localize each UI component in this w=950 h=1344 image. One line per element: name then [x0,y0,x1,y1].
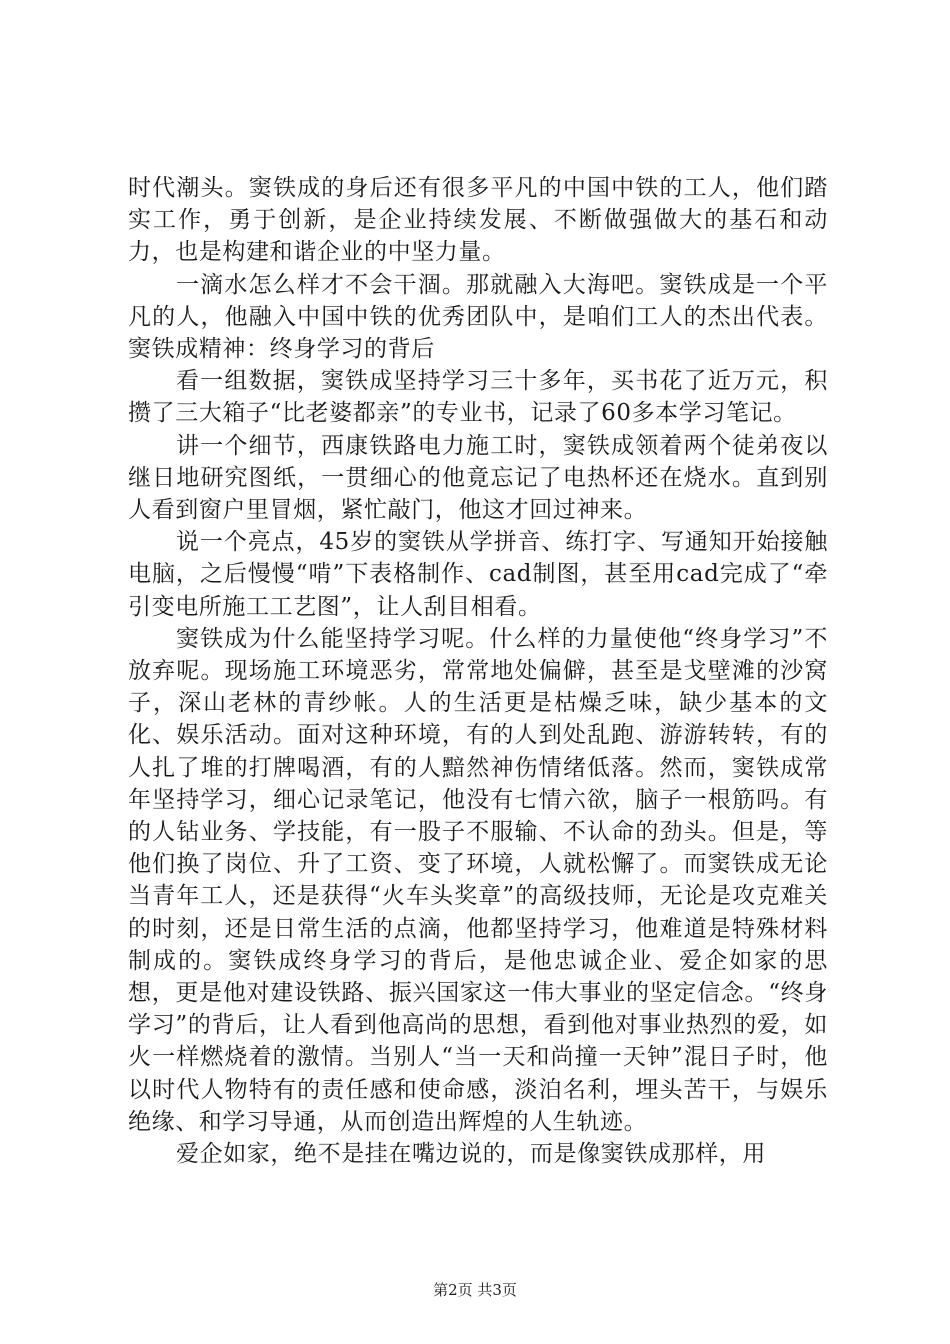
document-body [128,172,828,1170]
paragraph: 时代潮头。窦铁成的身后还有很多平凡的中国中铁的工人，他们踏实工作，勇于创新，是企业持续发展、不断做强做大的基石和动力，也是构建和谐企业的中坚力量。 [128,175,828,266]
paragraph: 窦铁成为什么能坚持学习呢。什么样的力量使他“终身学习”不放弃呢。现场施工环境恶劣，常常地处偏僻，甚至是戈壁滩的沙窝子，深山老林的青纱帐。人的生活更是枯燥乏味，缺少基本的文化、娱乐活动。面对这种环境，有的人到处乱跑、游游转转，有的人扎了堆的打牌喝酒，有的人黯然神伤情绪低落。然而，窦铁成常年坚持学习，细心记录笔记，他没有七情六欲，脑子一根筋吗。有的人钻业务、学技能，有一股子不服输、不认命的劲头。但是，等他们换了岗位、升了工资、变了环境，人就松懈了。而窦铁成无论当青年工人，还是获得“火车头奖章”的高级技师，无论是攻克难关的时刻，还是日常生活的点滴，他都坚持学习，他难道是特殊材料制成的。窦铁成终身学习的背后，是他忠诚企业、爱企如家的思想，更是他对建设铁路、振兴国家这一伟大事业的坚定信念。“终身学习”的背后，让人看到他高尚的思想，看到他对事业热烈的爱，如火一样燃烧着的激情。当别人“当一天和尚撞一天钟”混日子时，他以时代人物特有的责任感和使命感，淡泊名利，埋头苦干，与娱乐绝缘、和学习导通，从而创造出辉煌的人生轨迹。 [128,625,828,1135]
paragraph: 一滴水怎么样才不会干涸。那就融入大海吧。窦铁成是一个平凡的人，他融入中国中铁的优秀团队中，是咱们工人的杰出代表。窦铁成精神：终身学习的背后 [128,271,828,363]
paragraph: 爱企如家，绝不是挂在嘴边说的，而是像窦铁成那样，用 [176,1141,766,1168]
paragraph: 讲一个细节，西康铁路电力施工时，窦铁成领着两个徒弟夜以继日地研究图纸，一贯细心的他竟忘记了电热杯还在烧水。直到别人看到窗户里冒烟，紧忙敲门，他这才回过神来。 [128,432,828,524]
paragraph: 说一个亮点，45岁的窦铁从学拼音、练打字、写通知开始接触电脑，之后慢慢“啃”下表格制作、cad制图，甚至用cad完成了“牵引变电所施工工艺图”，让人刮目相看。 [128,529,828,620]
paragraph: 看一组数据，窦铁成坚持学习三十多年，买书花了近万元，积攒了三大箱子“比老婆都亲”的专业书，记录了60多本学习笔记。 [128,368,828,427]
page-footer: 第2页 共3页 [433,1281,517,1299]
